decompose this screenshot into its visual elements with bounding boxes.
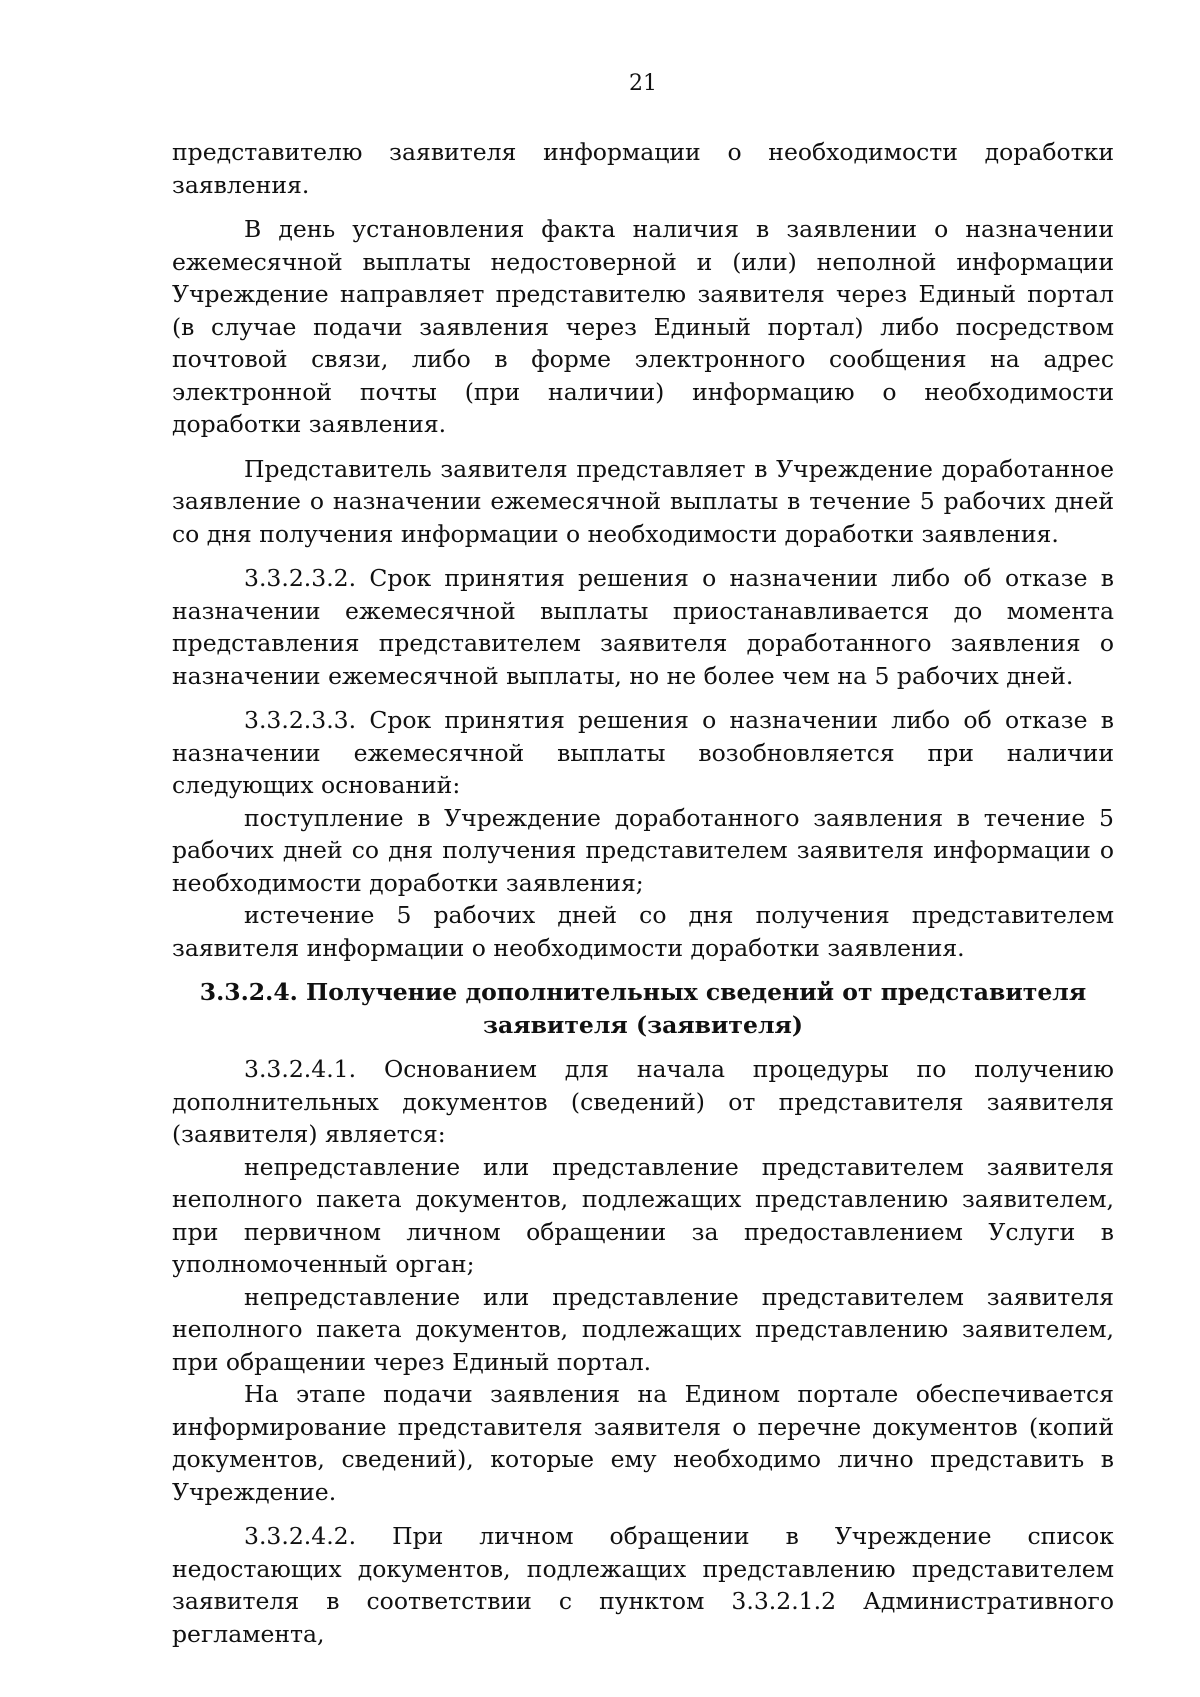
paragraph-continuation: представителю заявителя информации о необходимости доработки заявления. — [172, 138, 1114, 199]
section-heading-line2: заявителя (заявителя) — [483, 1010, 803, 1039]
paragraph-portal-informing: На этапе подачи заявления на Едином портале обеспечивается информирование представителя заявителя о перечне документов (копий документов, сведений), которые ему необходимо лично представить в Учреждение. — [172, 1380, 1114, 1506]
paragraph-3-3-2-4-1: 3.3.2.4.1. Основанием для начала процедуры по получению дополнительных документов (сведений) от представителя заявителя (заявителя) является: — [172, 1055, 1114, 1148]
page-number: 21 — [629, 71, 657, 96]
paragraph-3-3-2-3-2: 3.3.2.3.2. Срок принятия решения о назначении либо об отказе в назначении ежемесячной выплаты приостанавливается до момента представления представителем заявителя доработанного заявления о назначении ежемесячной выплаты, но не более чем на 5 рабочих дней. — [172, 564, 1114, 690]
paragraph-case-primary-visit: непредставление или представление представителем заявителя неполного пакета документов, подлежащих представлению заявителем, при первичном личном обращении за предоставлением Услуги в уполномоченный орган; — [172, 1152, 1114, 1278]
paragraph-3-3-2-4-2: 3.3.2.4.2. При личном обращении в Учреждение список недостающих документов, подлежащих представлению представителем заявителя в соответствии с пунктом 3.3.2.1.2 Административного регламента, — [172, 1522, 1114, 1648]
paragraph-case-portal: непредставление или представление представителем заявителя неполного пакета документов, подлежащих представлению заявителем, при обращении через Единый портал. — [172, 1282, 1114, 1376]
section-heading-line1: 3.3.2.4. Получение дополнительных сведений от представителя — [199, 978, 1087, 1006]
paragraph-ground-expiry: истечение 5 рабочих дней со дня получения представителем заявителя информации о необходимости доработки заявления. — [172, 901, 1114, 962]
paragraph-ground-receipt: поступление в Учреждение доработанного заявления в течение 5 рабочих дней со дня получения представителем заявителя информации о необходимости доработки заявления; — [172, 803, 1114, 897]
paragraph-3-3-2-3-3: 3.3.2.3.3. Срок принятия решения о назначении либо об отказе в назначении ежемесячной выплаты возобновляется при наличии следующих оснований: — [172, 706, 1114, 799]
section-heading-3-3-2-4 — [172, 976, 1114, 1041]
paragraph-resubmission: Представитель заявителя представляет в Учреждение доработанное заявление о назначении ежемесячной выплаты в течение 5 рабочих дней со дня получения информации о необходимости доработки заявления. — [172, 454, 1114, 548]
document-page — [172, 68, 1114, 1650]
paragraph-notification: В день установления факта наличия в заявлении о назначении ежемесячной выплаты недостоверной и (или) неполной информации Учреждение направляет представителю заявителя через Единый портал (в случае подачи заявления через Единый портал) либо посредством почтовой связи, либо в форме электронного сообщения на адрес электронной почты (при наличии) информацию о необходимости доработки заявления. — [172, 215, 1114, 438]
